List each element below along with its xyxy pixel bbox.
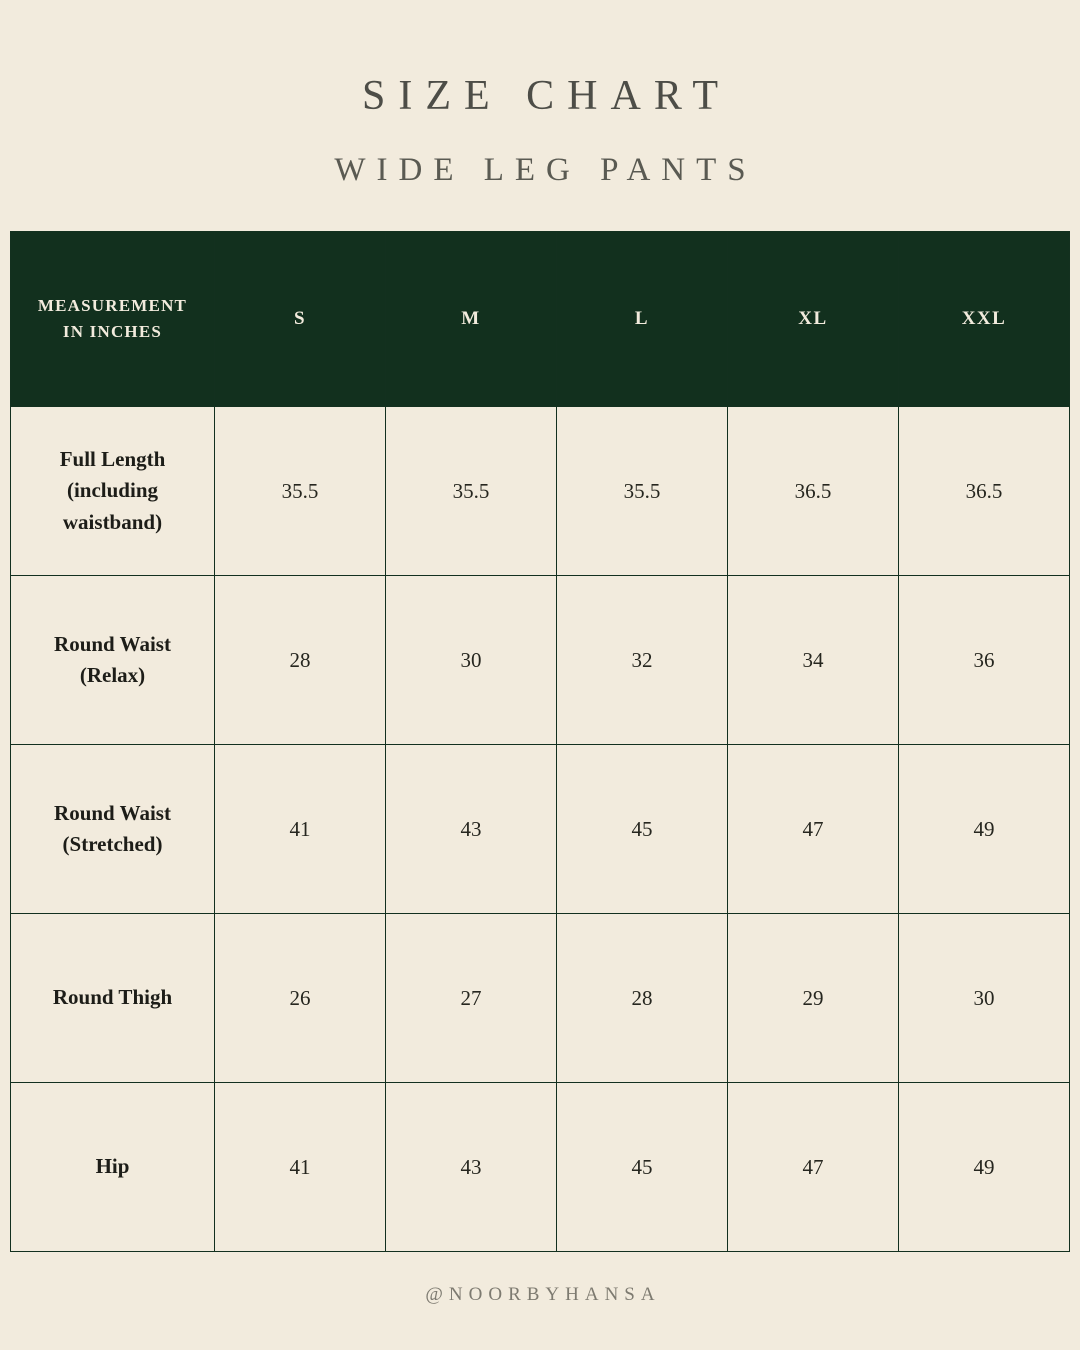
cell-round-waist-stretched-xl: 47 — [728, 745, 899, 914]
cell-full-length-m: 35.5 — [386, 407, 557, 576]
page-title: SIZE CHART — [362, 73, 731, 119]
table-row — [11, 576, 1070, 745]
cell-full-length-xxl: 36.5 — [899, 407, 1070, 576]
cell-round-waist-stretched-xxl: 49 — [899, 745, 1070, 914]
cell-round-waist-relax-xl: 34 — [728, 576, 899, 745]
cell-round-thigh-xl: 29 — [728, 914, 899, 1083]
table-header-row — [11, 232, 1070, 407]
row-label-line-2: (Relax) — [79, 663, 146, 687]
measurement-header-line-2: IN INCHES — [62, 322, 163, 341]
table-header — [11, 232, 1070, 407]
cell-full-length-l: 35.5 — [557, 407, 728, 576]
column-header-xxl: XXL — [899, 232, 1070, 407]
row-label-round-waist-stretched — [11, 745, 215, 914]
cell-hip-xl: 47 — [728, 1083, 899, 1252]
column-header-xl: XL — [728, 232, 899, 407]
cell-round-waist-relax-m: 30 — [386, 576, 557, 745]
row-label-round-thigh — [11, 914, 215, 1083]
column-header-measurement — [11, 232, 215, 407]
cell-hip-s: 41 — [215, 1083, 386, 1252]
cell-round-thigh-s: 26 — [215, 914, 386, 1083]
row-label-line-1: Hip — [95, 1154, 130, 1179]
table-body — [11, 407, 1070, 1252]
table-row — [11, 407, 1070, 576]
row-label-line-1: Round Thigh — [52, 985, 173, 1010]
column-header-m: M — [386, 232, 557, 407]
cell-round-waist-relax-xxl: 36 — [899, 576, 1070, 745]
row-label-hip — [11, 1083, 215, 1252]
table-row — [11, 1083, 1070, 1252]
brand-handle: @NOORBYHANSA — [425, 1284, 661, 1305]
cell-full-length-s: 35.5 — [215, 407, 386, 576]
size-chart-table — [10, 231, 1070, 1252]
row-label-line-1: Full Length — [59, 446, 166, 471]
cell-hip-m: 43 — [386, 1083, 557, 1252]
table-row — [11, 914, 1070, 1083]
row-label-line-2: (Stretched) — [62, 832, 163, 856]
row-label-line-1: Round Waist — [54, 631, 171, 656]
cell-round-waist-relax-l: 32 — [557, 576, 728, 745]
page-subtitle: WIDE LEG PANTS — [334, 152, 757, 188]
cell-hip-xxl: 49 — [899, 1083, 1070, 1252]
row-label-full-length — [11, 407, 215, 576]
size-chart-table-wrapper — [10, 231, 1070, 1252]
measurement-header-line-1: MEASUREMENT — [37, 295, 188, 315]
cell-hip-l: 45 — [557, 1083, 728, 1252]
cell-round-waist-relax-s: 28 — [215, 576, 386, 745]
column-header-l: L — [557, 232, 728, 407]
table-row — [11, 745, 1070, 914]
row-label-line-2: (including — [66, 478, 159, 503]
row-label-line-1: Round Waist — [54, 800, 171, 825]
cell-round-waist-stretched-s: 41 — [215, 745, 386, 914]
cell-round-thigh-m: 27 — [386, 914, 557, 1083]
cell-round-thigh-xxl: 30 — [899, 914, 1070, 1083]
cell-round-waist-stretched-l: 45 — [557, 745, 728, 914]
cell-full-length-xl: 36.5 — [728, 407, 899, 576]
cell-round-waist-stretched-m: 43 — [386, 745, 557, 914]
column-header-s: S — [215, 232, 386, 407]
row-label-round-waist-relax — [11, 576, 215, 745]
cell-round-thigh-l: 28 — [557, 914, 728, 1083]
row-label-line-3: waistband) — [62, 509, 163, 534]
